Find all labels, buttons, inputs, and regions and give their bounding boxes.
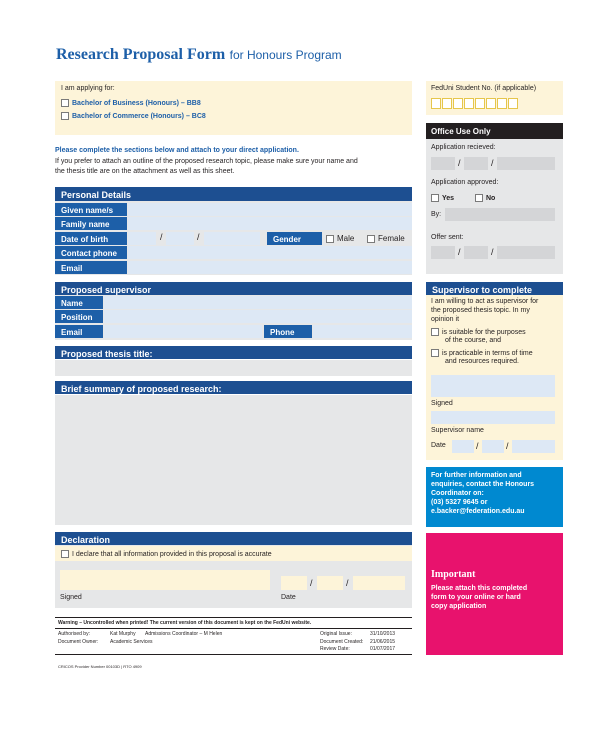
footer-owner-value: Academic Services	[110, 639, 153, 645]
dob-separator: /	[197, 232, 200, 242]
dob-separator: /	[160, 232, 163, 242]
sup-intro-line2: the proposed thesis topic. In my	[431, 307, 530, 314]
sup-signed-label: Signed	[431, 400, 453, 407]
supervisor-email-label: Email	[55, 325, 103, 338]
declaration-header: Declaration	[55, 532, 412, 545]
student-no-panel	[426, 81, 563, 115]
family-name-input[interactable]	[128, 217, 412, 230]
declaration-checkbox[interactable]	[61, 550, 69, 558]
title-main: Research Proposal Form	[56, 46, 226, 63]
footer-warning: Warning – Uncontrolled when printed! The current version of this document is kept on the FedUni website.	[58, 620, 312, 626]
info-phone: (03) 5327 9645 or	[431, 499, 488, 506]
page-title	[56, 46, 342, 64]
office-use-header: Office Use Only	[426, 123, 563, 139]
dob-day-input[interactable]	[128, 232, 156, 245]
thesis-title-input[interactable]	[55, 360, 412, 376]
office-offer-date[interactable]: / /	[431, 246, 555, 259]
student-no-digit[interactable]	[464, 98, 474, 109]
sup-option-suitable-cont: of the course, and	[445, 337, 502, 344]
footer-authorised-label: Authorised by:	[58, 631, 90, 637]
student-no-digit[interactable]	[486, 98, 496, 109]
applying-panel	[55, 81, 412, 135]
yes-checkbox[interactable]	[431, 194, 439, 202]
declaration-date-label: Date	[281, 594, 296, 601]
footer-divider	[55, 617, 412, 618]
office-received-label: Application recieved:	[431, 144, 496, 151]
supervisor-email-input[interactable]	[104, 325, 262, 338]
office-approved-no[interactable]: No	[475, 194, 495, 202]
applying-heading: I am applying for:	[61, 85, 115, 92]
title-sub: for Honours Program	[229, 48, 342, 62]
info-email[interactable]: e.backer@federation.edu.au	[431, 508, 525, 515]
dob-month-input[interactable]	[166, 232, 194, 245]
suitable-checkbox[interactable]	[431, 328, 439, 336]
family-name-label: Family name	[55, 217, 127, 230]
declaration-signature-input[interactable]	[60, 570, 270, 590]
given-name-label: Given name/s	[55, 203, 127, 216]
date-separator: /	[310, 578, 313, 588]
gender-female-option[interactable]: Female	[367, 234, 405, 243]
info-line3: Coordinator on:	[431, 490, 484, 497]
footer-divider	[55, 654, 412, 655]
student-no-boxes	[431, 96, 519, 114]
student-no-digit[interactable]	[431, 98, 441, 109]
bc8-checkbox[interactable]	[61, 112, 69, 120]
student-no-label: FedUni Student No. (if applicable)	[431, 85, 537, 92]
info-line1: For further information and	[431, 472, 522, 479]
sup-option-practicable-cont: and resources required.	[445, 358, 519, 365]
footer-current-value: 21/06/2015	[370, 639, 396, 645]
instructions-line2: the thesis title are on the attachment as well as this sheet.	[55, 168, 235, 175]
footer-review-label: Review Date:	[320, 646, 350, 652]
contact-phone-input[interactable]	[128, 246, 412, 259]
student-no-digit[interactable]	[442, 98, 452, 109]
office-approved-yes[interactable]: Yes	[431, 194, 454, 202]
given-name-input[interactable]	[128, 203, 412, 216]
summary-input[interactable]	[55, 395, 412, 525]
student-no-digit[interactable]	[453, 98, 463, 109]
info-line2: enquiries, contact the Honours	[431, 481, 535, 488]
student-no-digit[interactable]	[508, 98, 518, 109]
declaration-signed-label: Signed	[60, 594, 82, 601]
footer-review-value: 01/07/2017	[370, 646, 396, 652]
dob-label: Date of birth	[55, 232, 127, 245]
office-by-label: By:	[431, 211, 442, 218]
declaration-date-month[interactable]	[317, 576, 343, 590]
contact-info-box	[426, 467, 563, 527]
email-label: Email	[55, 261, 127, 274]
footer-current-label: Document Created:	[320, 639, 364, 645]
footer-admissions: Admissions Coordinator – M Helen	[145, 631, 223, 637]
sup-name-label: Supervisor name	[431, 427, 484, 434]
supervisor-name-label: Name	[55, 296, 103, 309]
declaration-date-year[interactable]	[353, 576, 405, 590]
instructions-bold: Please complete the sections below and attach to your direct application.	[55, 147, 299, 154]
supervisor-position-label: Position	[55, 310, 103, 323]
student-no-digit[interactable]	[475, 98, 485, 109]
bb8-checkbox[interactable]	[61, 99, 69, 107]
gender-male-option[interactable]: Male	[326, 234, 354, 243]
date-separator: /	[346, 578, 349, 588]
office-received-date[interactable]: / /	[431, 157, 555, 170]
student-no-digit[interactable]	[497, 98, 507, 109]
sup-option-practicable[interactable]: is practicable in terms of time	[431, 349, 533, 357]
sup-option-suitable[interactable]: is suitable for the purposes	[431, 328, 526, 336]
sup-name-input[interactable]	[431, 411, 555, 424]
footer-owner-label: Document Owner:	[58, 639, 99, 645]
supervisor-header: Proposed supervisor	[55, 282, 412, 295]
office-approved-label: Application approved:	[431, 179, 499, 186]
footer-divider	[55, 628, 412, 629]
supervisor-phone-label: Phone	[264, 325, 312, 338]
email-input[interactable]	[128, 261, 412, 274]
footer-cricos: CRICOS Provider Number 00103D | RTO 4909	[58, 664, 142, 669]
personal-details-header: Personal Details	[55, 187, 412, 201]
footer-authorised-value: Kat Murphy	[110, 631, 136, 637]
supervisor-position-input[interactable]	[104, 310, 412, 323]
sup-intro-line3: opinion it	[431, 316, 460, 323]
important-line3: copy application	[431, 603, 487, 610]
summary-header: Brief summary of proposed research:	[55, 381, 412, 394]
sup-signature-input[interactable]	[431, 375, 555, 397]
declaration-date-day[interactable]	[281, 576, 307, 590]
sup-date-input[interactable]: / /	[452, 440, 555, 453]
important-title: Important	[431, 569, 476, 580]
supervisor-name-input[interactable]	[104, 296, 412, 309]
practicable-checkbox[interactable]	[431, 349, 439, 357]
gender-label: Gender	[267, 232, 322, 245]
supervisor-phone-input[interactable]	[313, 325, 412, 338]
contact-phone-label: Contact phone	[55, 246, 127, 259]
footer-original-value: 31/10/2013	[370, 631, 396, 637]
dob-year-input[interactable]	[204, 232, 260, 245]
office-by-input[interactable]	[445, 208, 555, 221]
important-line2: form to your online or hard	[431, 594, 521, 601]
instructions-line1: If you prefer to attach an outline of the proposed research topic, please make sure your name and	[55, 158, 358, 165]
important-box	[426, 533, 563, 655]
option-bc8[interactable]: Bachelor of Commerce (Honours) – BC8	[61, 112, 206, 120]
female-checkbox[interactable]	[367, 235, 375, 243]
declaration-statement[interactable]: I declare that all information provided in this proposal is accurate	[55, 546, 412, 561]
important-line1: Please attach this completed	[431, 585, 528, 592]
option-bb8[interactable]: Bachelor of Business (Honours) – BB8	[61, 99, 201, 107]
office-offer-label: Offer sent:	[431, 234, 464, 241]
thesis-title-header: Proposed thesis title:	[55, 346, 412, 359]
supervisor-complete-header: Supervisor to complete	[426, 282, 563, 295]
footer-original-label: Original Issue:	[320, 631, 352, 637]
sup-intro-line1: I am willing to act as supervisor for	[431, 298, 539, 305]
male-checkbox[interactable]	[326, 235, 334, 243]
no-checkbox[interactable]	[475, 194, 483, 202]
sup-date-label: Date	[431, 442, 446, 449]
